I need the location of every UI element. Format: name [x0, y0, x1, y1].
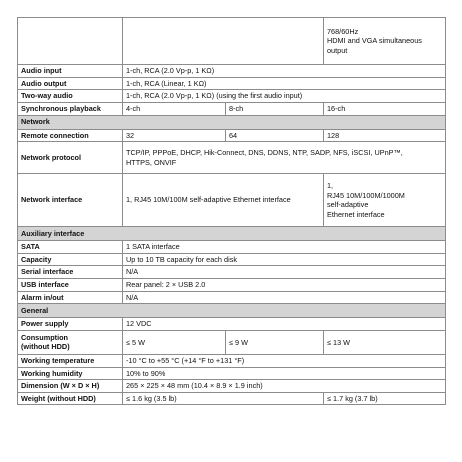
table-row-audio-input [18, 65, 446, 78]
audio-input-value: 1-ch, RCA (2.0 Vp-p, 1 KΩ) [123, 65, 446, 78]
consumption-value-2: ≤ 9 W [226, 330, 324, 354]
consumption-label-line2: (without HDD) [21, 342, 70, 352]
power-supply-value: 12 VDC [123, 318, 446, 331]
table-row-weight [18, 392, 446, 405]
sync-playback-label: Synchronous playback [18, 102, 123, 115]
weight-value-2: ≤ 1.7 kg (3.7 lb) [324, 392, 446, 405]
network-protocol-line2: HTTPS, ONVIF [126, 157, 177, 167]
table-row-audio-output [18, 77, 446, 90]
top-partial-line2: HDMI and VGA simultaneous [327, 36, 422, 46]
audio-input-label: Audio input [18, 65, 123, 78]
table-row-sync-playback [18, 102, 446, 115]
sata-label: SATA [18, 241, 123, 254]
table-row-power-supply [18, 318, 446, 331]
remote-connection-label: Remote connection [18, 129, 123, 142]
network-interface-right-line3: self-adaptive [327, 200, 369, 210]
table-row-consumption [18, 330, 446, 354]
remote-connection-value-2: 64 [226, 129, 324, 142]
sync-playback-value-4ch: 4-ch [123, 102, 226, 115]
sync-playback-value-8ch: 8-ch [226, 102, 324, 115]
table-row-working-humidity [18, 367, 446, 380]
network-protocol-value [123, 142, 446, 174]
serial-interface-value: N/A [123, 266, 446, 279]
table-row-serial-interface [18, 266, 446, 279]
network-interface-value-left: 1, RJ45 10M/100M self-adaptive Ethernet interface [123, 174, 324, 227]
alarm-value: N/A [123, 291, 446, 304]
working-temperature-label: Working temperature [18, 354, 123, 367]
remote-connection-value-1: 32 [123, 129, 226, 142]
power-supply-label: Power supply [18, 318, 123, 331]
section-title-network: Network [18, 115, 446, 129]
section-title-general: General [18, 304, 446, 318]
network-protocol-line1: TCP/IP, PPPoE, DHCP, Hik-Connect, DNS, DDNS, NTP, SADP, NFS, iSCSI, UPnP™, [126, 148, 403, 157]
top-partial-empty-cell [123, 18, 324, 65]
spec-table [17, 17, 446, 405]
consumption-value-3: ≤ 13 W [324, 330, 446, 354]
weight-value-1: ≤ 1.6 kg (3.5 lb) [123, 392, 324, 405]
audio-output-label: Audio output [18, 77, 123, 90]
table-row-alarm [18, 291, 446, 304]
working-temperature-value: -10 °C to +55 °C (+14 °F to +131 °F) [123, 354, 446, 367]
dimension-label: Dimension (W × D × H) [18, 380, 123, 393]
two-way-audio-label: Two-way audio [18, 90, 123, 103]
table-row-dimension [18, 380, 446, 393]
top-partial-line3: output [327, 45, 348, 55]
consumption-label-line1: Consumption [21, 332, 69, 342]
table-row-two-way-audio [18, 90, 446, 103]
top-partial-value-cell [324, 18, 446, 65]
network-interface-right-line2: RJ45 10M/100M/1000M [327, 190, 405, 200]
table-row-sata [18, 241, 446, 254]
network-interface-value-right [324, 174, 446, 227]
two-way-audio-value: 1-ch, RCA (2.0 Vp-p, 1 KΩ) (using the first audio input) [123, 90, 446, 103]
table-row-remote-connection [18, 129, 446, 142]
remote-connection-value-3: 128 [324, 129, 446, 142]
alarm-label: Alarm in/out [18, 291, 123, 304]
table-row-top-partial [18, 18, 446, 65]
usb-interface-value: Rear panel: 2 × USB 2.0 [123, 279, 446, 292]
usb-interface-label: USB interface [18, 279, 123, 292]
network-interface-right-line1: 1, [327, 180, 334, 190]
dimension-value: 265 × 225 × 48 mm (10.4 × 8.9 × 1.9 inch) [123, 380, 446, 393]
consumption-label [18, 330, 123, 354]
table-row-network-protocol [18, 142, 446, 174]
table-row-working-temperature [18, 354, 446, 367]
working-humidity-label: Working humidity [18, 367, 123, 380]
table-row-capacity [18, 253, 446, 266]
audio-output-value: 1-ch, RCA (Linear, 1 KΩ) [123, 77, 446, 90]
sync-playback-value-16ch: 16-ch [324, 102, 446, 115]
section-header-auxiliary [18, 227, 446, 241]
weight-label: Weight (without HDD) [18, 392, 123, 405]
network-protocol-label: Network protocol [18, 142, 123, 174]
table-row-usb-interface [18, 279, 446, 292]
capacity-label: Capacity [18, 253, 123, 266]
top-partial-label-cell [18, 18, 123, 65]
capacity-value: Up to 10 TB capacity for each disk [123, 253, 446, 266]
sata-value: 1 SATA interface [123, 241, 446, 254]
consumption-value-1: ≤ 5 W [123, 330, 226, 354]
section-title-auxiliary: Auxiliary interface [18, 227, 446, 241]
network-interface-label: Network interface [18, 174, 123, 227]
serial-interface-label: Serial interface [18, 266, 123, 279]
working-humidity-value: 10% to 90% [123, 367, 446, 380]
top-partial-line1: 768/60Hz [327, 26, 359, 36]
table-row-network-interface [18, 174, 446, 227]
network-interface-right-line4: Ethernet interface [327, 209, 385, 219]
section-header-network [18, 115, 446, 129]
section-header-general [18, 304, 446, 318]
